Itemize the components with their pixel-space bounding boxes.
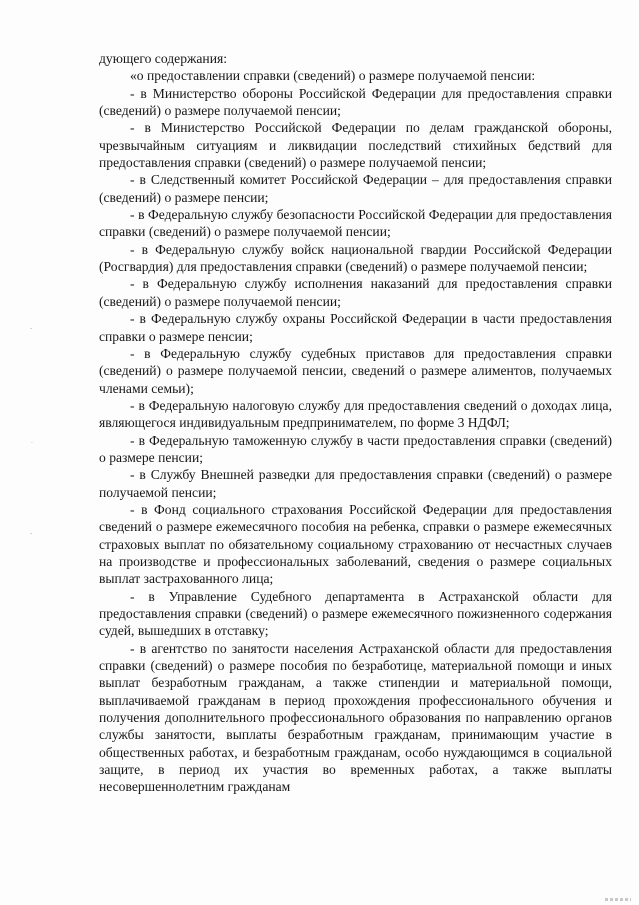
- scan-speck: -: [30, 530, 33, 537]
- scan-speck: -: [30, 325, 33, 332]
- list-item-employment-agency: - в агентство по занятости населения Астраханской области для предоставления справки (сведений) о размере пособия по безработице, материальной помощи и иных выплат безработным гражданам, а также стипендии и материальной помощи, выплачиваемой гражданам в период прохождения профессионального обучения и получения дополнительного профессионального образования по направлению органов службы занятости, выплаты безработным гражданам, принимающим участие в общественных работах, и безработным гражданам, особо нуждающимся в социальной защите, в период их участия во временных работах, а также выплаты несовершеннолетним гражданам: [99, 640, 612, 795]
- document-body: [99, 50, 612, 796]
- list-item-customs-service: - в Федеральную таможенную службу в части предоставления справки (сведений) о размере пенсии;: [99, 432, 612, 465]
- list-item-foreign-intelligence: - в Службу Внешней разведки для предоставления справки (сведений) о размере получаемой пенсии;: [99, 467, 612, 500]
- scan-speck: ·: [31, 440, 33, 447]
- list-item-penitentiary-service: - в Федеральную службу исполнения наказаний для предоставления справки (сведений) о размере получаемой пенсии;: [99, 276, 612, 309]
- list-item-emergency-ministry: - в Министерство Российской Федерации по делам гражданской обороны, чрезвычайным ситуациям и ликвидации последствий стихийных бедствий для предоставления справки (сведений) о размере получаемой пенсии;: [99, 120, 612, 171]
- list-item-judicial-department: - в Управление Судебного департамента в Астраханской области для предоставления справки (сведений) о размере ежемесячного пожизненного содержания судей, вышедших в отставку;: [99, 588, 612, 639]
- list-item-fsb: - в Федеральную службу безопасности Российской Федерации для предоставления справки (сведений) о размере получаемой пенсии;: [99, 207, 612, 240]
- list-item-rosgvardia: - в Федеральную службу войск национальной гвардии Российской Федерации (Росгвардия) для предоставления справки (сведений) о размере получаемой пенсии;: [99, 241, 612, 275]
- list-item-tax-service: - в Федеральную налоговую службу для предоставления сведений о доходах лица, являющегося индивидуальным предпринимателем, по форме 3 НДФЛ;: [99, 397, 612, 431]
- list-item-defense-ministry: - в Министерство обороны Российской Федерации для предоставления справки (сведений) о размере получаемой пенсии;: [99, 85, 612, 119]
- scan-edge-mark: [605, 898, 631, 901]
- list-item-investigative-committee: - в Следственный комитет Российской Федерации – для предоставления справки (сведений) о размере пенсии;: [99, 172, 612, 205]
- paragraph-continuation: дующего содержания:: [99, 51, 227, 66]
- list-item-social-insurance-fund: - в Фонд социального страхования Российской Федерации для предоставления сведений о размере ежемесячного пособия на ребенка, справки о размере ежемесячных страховых выплат по обязательному социальному страхованию от несчастных случаев на производстве и профессиональных заболеваний, сведения о размере социальных выплат застрахованного лица;: [99, 501, 612, 587]
- list-item-bailiffs-service: - в Федеральную службу судебных приставов для предоставления справки (сведений) о размере получаемой пенсии, сведений о размере алиментов, получаемых членами семьи);: [99, 345, 612, 396]
- list-item-protection-service: - в Федеральную службу охраны Российской Федерации в части предоставления справки о размере пенсии;: [99, 311, 612, 344]
- paragraph-intro: «о предоставлении справки (сведений) о размере получаемой пенсии:: [130, 68, 536, 84]
